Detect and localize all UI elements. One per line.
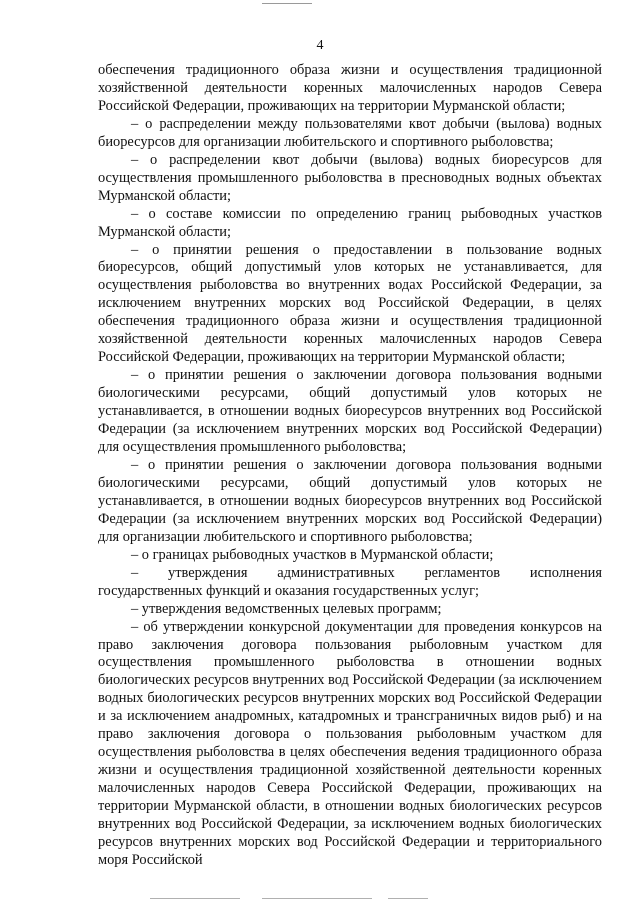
document-body <box>98 62 602 870</box>
scan-artifact-line <box>262 898 372 899</box>
list-item: – о распределении квот добычи (вылова) водных биоресурсов для осуществления промышленного рыболовства в пресноводных водных объектах Мурманской области; <box>98 151 602 204</box>
list-item: – о составе комиссии по определению границ рыбоводных участков Мурманской области; <box>98 205 602 240</box>
list-item: – о принятии решения о заключении договора пользования водными биологическими ресурсами, общий допустимый улов которых не устанавливается, в отношении водных биоресурсов внутренних вод Российской Федерации (за исключением внутренних морских вод Российской Федерации) для организации любительского и спортивного рыболовства; <box>98 456 602 545</box>
list-item: – об утверждении конкурсной документации для проведения конкурсов на право заключения договора пользования рыболовным участком для осуществления промышленного рыболовства в отношении водных биологических ресурсов внутренних вод Российской Федерации (за исключением водных биологических ресурсов внутренних морских вод Российской Федерации и за исключением анадромных, катадромных и трансграничных видов рыб) и на право заключения договора о пользования рыболовным участком для осуществления рыболовства в целях обеспечения ведения традиционного образа жизни и осуществления традиционной хозяйственной деятельности коренных малочисленных народов Севера Российской Федерации, проживающих на территории Мурманской области, в отношении водных биологических ресурсов внутренних вод Российской Федерации, за исключением водных биологических ресурсов внутренних морских вод Российской Федерации и территориального моря Российской <box>98 618 602 868</box>
list-item: – утверждения ведомственных целевых программ; <box>131 600 442 617</box>
list-item: – о принятии решения о предоставлении в пользование водных биоресурсов, общий допустимый улов которых не устанавливается, для осуществления рыболовства во внутренних водах Российской Федерации, за исключением внутренних морских вод Российской Федерации, в целях обеспечения традиционного образа жизни и осуществления традиционной хозяйственной деятельности коренных малочисленных народов Севера Российской Федерации, проживающих на территории Мурманской области; <box>98 241 602 366</box>
scan-artifact-line <box>150 898 240 899</box>
page-number: 4 <box>316 38 324 53</box>
scan-artifact-line <box>262 3 312 4</box>
list-item: – утверждения административных регламентов исполнения государственных функций и оказания государственных услуг; <box>98 564 602 599</box>
scan-artifact-line <box>388 898 428 899</box>
list-item: – о границах рыбоводных участков в Мурманской области; <box>131 546 494 563</box>
list-item: – о распределении между пользователями квот добычи (вылова) водных биоресурсов для организации любительского и спортивного рыболовства; <box>98 115 602 150</box>
list-item: – о принятии решения о заключении договора пользования водными биологическими ресурсами, общий допустимый улов которых не устанавливается, в отношении водных биоресурсов внутренних вод Российской Федерации (за исключением внутренних морских вод Российской Федерации) для осуществления промышленного рыболовства; <box>98 367 602 456</box>
paragraph: обеспечения традиционного образа жизни и осуществления традиционной хозяйственной деятельности коренных малочисленных народов Севера Российской Федерации, проживающих на территории Мурманской области; <box>98 62 602 114</box>
